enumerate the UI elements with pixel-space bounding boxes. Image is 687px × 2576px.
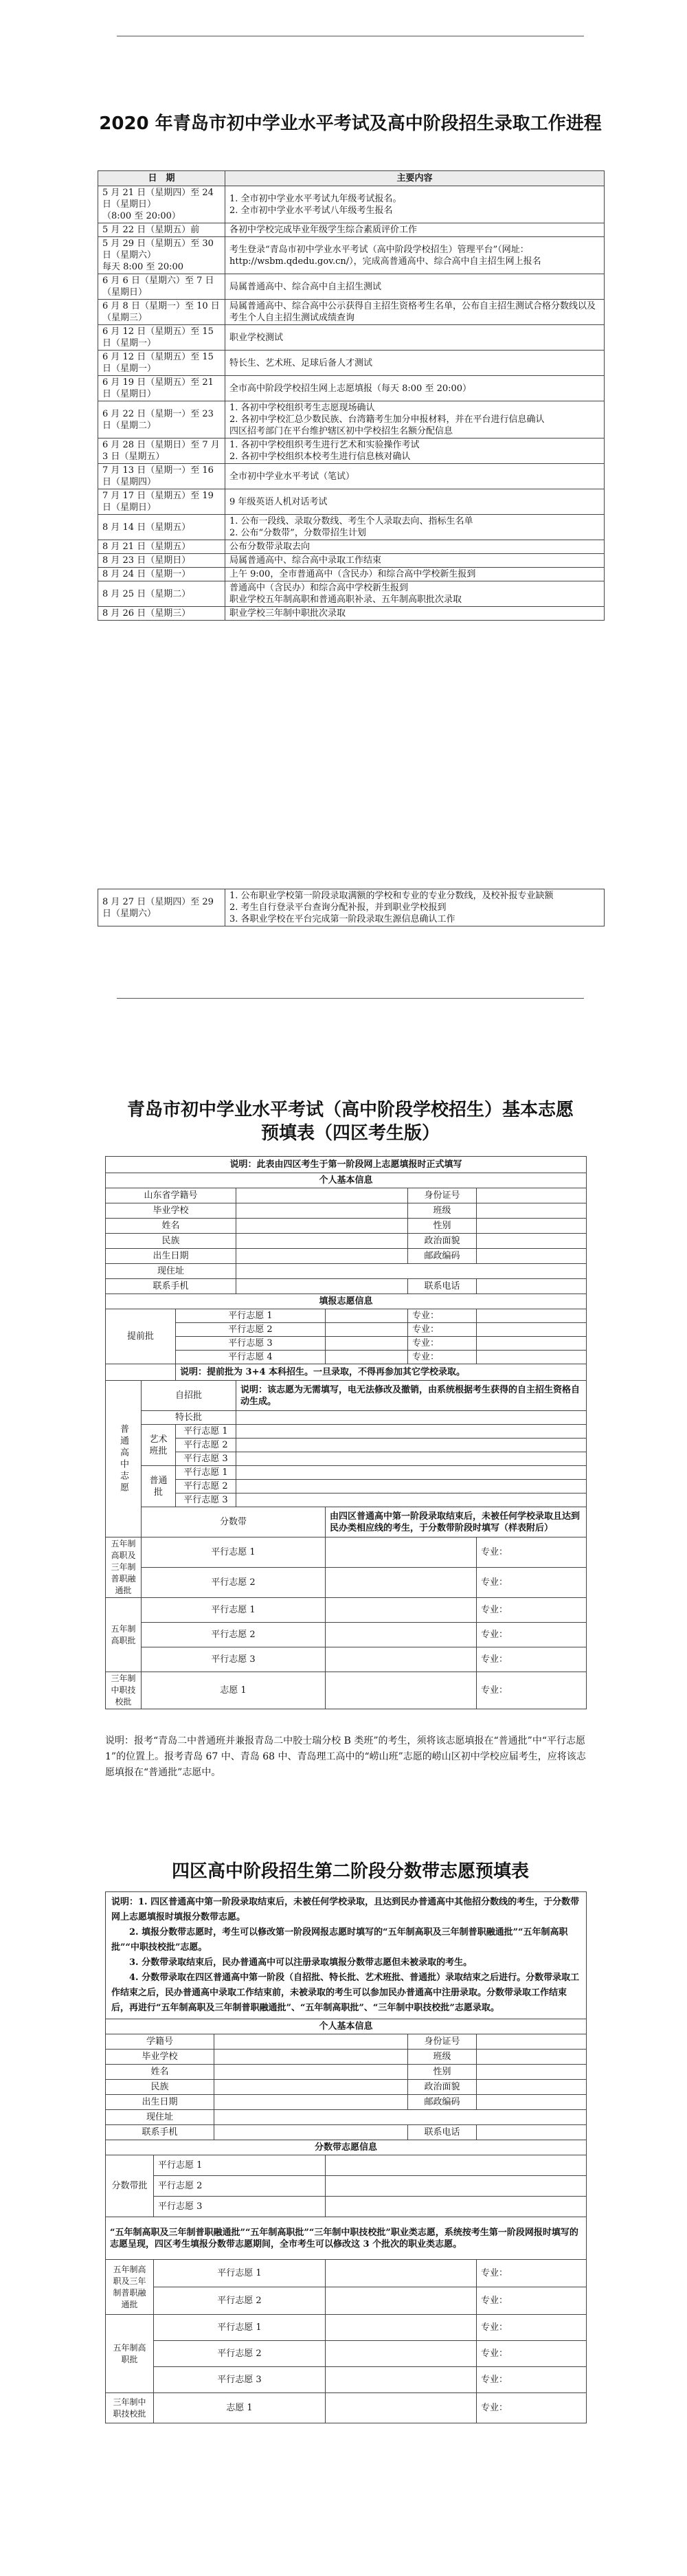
schedule-date	[98, 607, 225, 621]
schedule-row	[98, 554, 605, 568]
form2-section-band: 分数带志愿信息	[106, 2140, 587, 2155]
major-label: 专业：	[477, 2287, 587, 2315]
schedule-date-line: 8 月 27 日（星期四）至 29 日（星期六）	[102, 896, 214, 919]
schedule-item: 1. 全市初中学业水平考试九年级考试报名。	[229, 193, 402, 204]
form1-table	[105, 1156, 587, 1709]
general-high-label: 普通高中志愿	[106, 1381, 142, 1537]
schedule-item: 特长生、艺术班、足球后备人才测试	[229, 357, 373, 368]
schedule-row	[98, 274, 605, 300]
schedule-date-line: 6 月 8 日（星期一）至 10 日（星期三）	[102, 301, 220, 323]
form2-mid-note: “五年制高职及三年制普职融通批”“五年制高职批”“三年制中职技校批”职业类志愿，系统按考生第一阶段网报时填写的志愿呈现，四区考生填报分数带志愿期间，全市考生可以修改这 3 个批次的职业类志愿。	[106, 2217, 587, 2260]
schedule-date-line: 7 月 17 日（星期五）至 19 日（星期日）	[102, 491, 214, 513]
label-class: 班级	[408, 2050, 477, 2065]
major-label: 专业：	[477, 2315, 587, 2341]
schedule-date-line: 6 月 22 日（星期一）至 23 日（星期二）	[102, 408, 214, 431]
politics-field[interactable]	[477, 2080, 587, 2095]
schedule-date	[98, 515, 225, 540]
schedule-date	[98, 325, 225, 351]
label-postcode: 邮政编码	[408, 2095, 477, 2110]
schedule-date-line: 7 月 13 日（星期一）至 16 日（星期四）	[102, 465, 214, 487]
five-vocational-label: 五年制高职批	[106, 2315, 154, 2393]
putong-choice-1-field[interactable]	[236, 1466, 587, 1480]
major-label: 专业：	[408, 1309, 477, 1323]
major-label: 专业：	[477, 1647, 587, 1672]
five-choice-2-field[interactable]	[326, 1568, 477, 1598]
schedule-row	[98, 376, 605, 401]
tm-choice-1: 志愿 1	[142, 1672, 326, 1709]
schedule-item: 2. 公布“分数带”，分数带招生计划	[229, 528, 366, 538]
schedule-date-line: 8 月 21 日（星期五）	[102, 542, 191, 552]
schedule-date-line: 5 月 21 日（星期四）至 24 日（星期日）	[102, 188, 214, 210]
birth-field[interactable]	[236, 1249, 408, 1264]
major-label: 专业：	[408, 1351, 477, 1364]
schedule-item: 局属普通高中、综合高中公示获得自主招生资格考生名单，公布自主招生测试合格分数线以及考生个人自主招生测试成绩查询	[229, 301, 596, 323]
band-choice-2: 平行志愿 2	[154, 2176, 326, 2197]
schedule-date-line: 8 月 14 日（星期五）	[102, 522, 191, 533]
fv-choice-2-field[interactable]	[326, 2341, 477, 2367]
label-student-id: 山东省学籍号	[106, 1188, 236, 1203]
schedule-row	[98, 540, 605, 554]
schedule-item: 职业学校三年制中职批次录取	[229, 608, 346, 619]
schedule-extra-table	[98, 889, 605, 926]
major-label: 专业：	[408, 1323, 477, 1337]
label-gender: 性别	[408, 2065, 477, 2080]
schedule-title: 2020 年青岛市初中学业水平考试及高中阶段招生录取工作进程	[99, 113, 602, 134]
student-id-field[interactable]	[214, 2034, 408, 2050]
politics-field[interactable]	[477, 1234, 587, 1249]
advance-note-spacer	[106, 1364, 176, 1381]
ethnicity-field[interactable]	[214, 2080, 408, 2095]
advance-choice-2-field[interactable]	[326, 1323, 408, 1337]
form2-note-box	[106, 1892, 587, 2019]
student-id-field[interactable]	[236, 1188, 408, 1203]
schedule-date-line: 8 月 25 日（星期二）	[102, 588, 191, 599]
postcode-field[interactable]	[477, 2095, 587, 2110]
schedule-item: 2. 各初中学校汇总少数民族、台湾籍考生加分申报材料，并在平台进行信息确认	[229, 414, 545, 425]
tm-choice-1: 志愿 1	[154, 2393, 326, 2423]
five-vocational-label: 五年制高职批	[106, 1598, 142, 1672]
putong-choice-3: 平行志愿 3	[176, 1494, 236, 1507]
schedule-date-line: 6 月 19 日（星期五）至 21 日（星期日）	[102, 377, 214, 399]
schedule-item: 3. 各职业学校在平台完成第一阶段录取生源信息确认工作	[229, 914, 455, 924]
label-school: 毕业学校	[106, 2050, 214, 2065]
schedule-item: 1. 各初中学校组织考生进行艺术和实验操作考试	[229, 440, 420, 450]
schedule-date-line: 8 月 24 日（星期一）	[102, 569, 191, 579]
schedule-date-line: 6 月 28 日（星期日）至 7 月 3 日（星期五）	[102, 440, 220, 462]
art-batch-label: 艺术班批	[142, 1425, 176, 1466]
putong-batch-label: 普通批	[142, 1466, 176, 1507]
schedule-content	[225, 186, 605, 223]
band-choice-3-field[interactable]	[326, 2197, 587, 2217]
label-postcode: 邮政编码	[408, 1249, 477, 1264]
gender-field[interactable]	[477, 1219, 587, 1234]
five-choice-2: 平行志愿 2	[142, 1568, 326, 1598]
art-choice-2: 平行志愿 2	[176, 1439, 236, 1452]
label-id-card: 身份证号	[408, 2034, 477, 2050]
schedule-date-line: 8 月 23 日（星期日）	[102, 555, 191, 566]
schedule-row	[98, 237, 605, 274]
schedule-row	[98, 186, 605, 223]
schedule-date	[98, 300, 225, 325]
schedule-content	[225, 554, 605, 568]
three-mid-label: 三年制中职技校批	[106, 1672, 142, 1709]
gender-field[interactable]	[477, 2065, 587, 2080]
advance-note: 说明：提前批为 3+4 本科招生。一旦录取，不得再参加其它学校录取。	[176, 1364, 587, 1381]
five-choice-1: 平行志愿 1	[142, 1537, 326, 1568]
major-label: 专业：	[477, 2341, 587, 2367]
schedule-row	[98, 581, 605, 607]
schedule-row	[98, 325, 605, 351]
putong-choice-2-field[interactable]	[236, 1480, 587, 1494]
schedule-content	[225, 489, 605, 515]
schedule-content	[225, 581, 605, 607]
label-tel: 联系电话	[408, 1279, 477, 1294]
schedule-content	[225, 889, 605, 926]
schedule-date-line: 6 月 12 日（星期五）至 15 日（星期一）	[102, 352, 214, 374]
advance-choice-1: 平行志愿 1	[176, 1309, 326, 1323]
schedule-row	[98, 300, 605, 325]
schedule-date-line: （8:00 至 20:00）	[102, 211, 181, 221]
advance-choice-3: 平行志愿 3	[176, 1337, 326, 1351]
major-label: 专业：	[408, 1337, 477, 1351]
id-card-field[interactable]	[477, 1188, 587, 1203]
major-label: 专业：	[477, 2393, 587, 2423]
schedule-date	[98, 223, 225, 237]
schedule-row	[98, 401, 605, 438]
schedule-date	[98, 581, 225, 607]
form1-section-volunteer: 填报志愿信息	[106, 1294, 587, 1309]
schedule-row	[98, 464, 605, 489]
header-date: 日 期	[98, 171, 225, 186]
schedule-content	[225, 540, 605, 554]
major-label: 专业：	[477, 1537, 587, 1568]
schedule-date-line: 5 月 29 日（星期五）至 30 日（星期六）	[102, 238, 214, 260]
major-label: 专业：	[477, 1598, 587, 1623]
label-id-card: 身份证号	[408, 1188, 477, 1203]
schedule-content	[225, 274, 605, 300]
band-label: 分数带	[142, 1507, 326, 1537]
label-name: 姓名	[106, 1219, 236, 1234]
schedule-date	[98, 554, 225, 568]
fv-choice-1: 平行志愿 1	[142, 1598, 326, 1623]
label-address: 现住址	[106, 1264, 236, 1279]
form2-note-3: 3. 分数带录取结束后，民办普通高中可以注册录取填报分数带志愿但未被录取的考生。	[129, 1957, 473, 1968]
id-card-field[interactable]	[477, 2034, 587, 2050]
label-address: 现住址	[106, 2110, 214, 2125]
advance-major-1-field[interactable]	[477, 1309, 587, 1323]
schedule-date-line: 6 月 6 日（星期六）至 7 日（星期日）	[102, 276, 214, 298]
five-choice-2-field[interactable]	[326, 2287, 477, 2315]
schedule-content	[225, 237, 605, 274]
schedule-row	[98, 351, 605, 376]
label-tel: 联系电话	[408, 2125, 477, 2140]
schedule-date	[98, 464, 225, 489]
schedule-row	[98, 889, 605, 926]
zizhu-batch-label: 自招批	[142, 1381, 236, 1411]
major-label: 专业：	[477, 1623, 587, 1647]
band-choice-2-field[interactable]	[326, 2176, 587, 2197]
schedule-content	[225, 568, 605, 581]
school-field[interactable]	[236, 1203, 408, 1219]
schedule-content	[225, 325, 605, 351]
fv-choice-3-field[interactable]	[326, 1647, 477, 1672]
address-field[interactable]	[236, 1264, 587, 1279]
form1-title-line2: 预填表（四区考生版）	[260, 1123, 440, 1144]
schedule-date	[98, 401, 225, 438]
techang-field[interactable]	[236, 1411, 587, 1425]
schedule-date-line: 6 月 12 日（星期五）至 15 日（星期一）	[102, 326, 214, 348]
label-school: 毕业学校	[106, 1203, 236, 1219]
label-ethnicity: 民族	[106, 1234, 236, 1249]
schedule-item: 职业学校测试	[229, 332, 284, 343]
major-label: 专业：	[477, 1672, 587, 1709]
label-birth: 出生日期	[106, 1249, 236, 1264]
schedule-date	[98, 438, 225, 464]
zizhu-note: 说明：该志愿为无需填写，电无法修改及撤销，由系统根据考生获得的自主招生资格自动生成。	[236, 1381, 587, 1411]
art-choice-1: 平行志愿 1	[176, 1425, 236, 1439]
divider-rule	[117, 998, 584, 999]
schedule-content	[225, 351, 605, 376]
form1-section-personal: 个人基本信息	[106, 1173, 587, 1188]
five-high-label: 五年制高职及三年制普职融通批	[106, 2260, 154, 2315]
five-choice-2: 平行志愿 2	[154, 2287, 326, 2315]
schedule-content	[225, 515, 605, 540]
fv-choice-1: 平行志愿 1	[154, 2315, 326, 2341]
address-field[interactable]	[214, 2110, 587, 2125]
label-student-id: 学籍号	[106, 2034, 214, 2050]
advance-choice-4: 平行志愿 4	[176, 1351, 326, 1364]
postcode-field[interactable]	[477, 1249, 587, 1264]
schedule-item: 职业学校五年制高职和普通高职补录、五年制高职批次录取	[229, 595, 462, 605]
advance-batch-label: 提前批	[106, 1309, 176, 1364]
five-choice-1-field[interactable]	[326, 2260, 477, 2287]
form2-note-1: 说明：1. 四区普通高中第一阶段录取结束后，未被任何学校录取，且达到民办普通高中其他招分数线的考生，于分数带网上志愿填报时填报分数带志愿。	[111, 1897, 580, 1922]
header-content: 主要内容	[225, 171, 605, 186]
label-name: 姓名	[106, 2065, 214, 2080]
mobile-field[interactable]	[236, 1279, 408, 1294]
schedule-item: 局属普通高中、综合高中录取工作结束	[229, 555, 382, 566]
school-field[interactable]	[214, 2050, 408, 2065]
putong-choice-2: 平行志愿 2	[176, 1480, 236, 1494]
major-label: 专业：	[477, 2260, 587, 2287]
tel-field[interactable]	[477, 2125, 587, 2140]
tm-choice-1-field[interactable]	[326, 2393, 477, 2423]
tm-choice-1-field[interactable]	[326, 1672, 477, 1709]
schedule-item: 普通高中（含民办）和综合高中学校新生报到	[229, 583, 409, 593]
tel-field[interactable]	[477, 1279, 587, 1294]
schedule-content	[225, 464, 605, 489]
schedule-item: 考生登录“青岛市初中学业水平考试（高中阶段学校招生）管理平台”（网址：http://wsbm.qdedu.gov.cn/），完成高普通高中、综合高中自主招生网上报名	[229, 244, 541, 267]
fv-choice-3-field[interactable]	[326, 2367, 477, 2393]
schedule-content	[225, 607, 605, 621]
schedule-date	[98, 540, 225, 554]
putong-choice-3-field[interactable]	[236, 1494, 587, 1507]
schedule-item: 2. 全市初中学业水平考试八年级考生报名	[229, 205, 393, 216]
advance-choice-4-field[interactable]	[326, 1351, 408, 1364]
major-label: 专业：	[477, 2367, 587, 2393]
form1-note: 说明：此表由四区考生于第一阶段网上志愿填报时正式填写	[106, 1157, 587, 1173]
schedule-item: 上午 9:00，全市普通高中（含民办）和综合高中学校新生报到	[229, 569, 476, 579]
label-mobile: 联系手机	[106, 2125, 214, 2140]
advance-choice-3-field[interactable]	[326, 1337, 408, 1351]
label-politics: 政治面貌	[408, 1234, 477, 1249]
schedule-item: 四区招考部门在平台维护辖区初中学校招生名额分配信息	[229, 426, 453, 436]
art-choice-3-field[interactable]	[236, 1452, 587, 1466]
schedule-date-line: 每天 8:00 至 20:00	[102, 262, 184, 272]
schedule-row	[98, 489, 605, 515]
five-choice-1: 平行志愿 1	[154, 2260, 326, 2287]
putong-choice-1: 平行志愿 1	[176, 1466, 236, 1480]
label-birth: 出生日期	[106, 2095, 214, 2110]
schedule-row	[98, 223, 605, 237]
schedule-item: 1. 公布一段线、录取分数线、考生个人录取去向、指标生名单	[229, 516, 473, 526]
ethnicity-field[interactable]	[236, 1234, 408, 1249]
form2-note-2: 2. 填报分数带志愿时，考生可以修改第一阶段网报志愿时填写的“五年制高职及三年制普职融通批”“五年制高职批”“中职技校批”志愿。	[111, 1927, 568, 1953]
schedule-item: 全市初中学业水平考试（笔试）	[229, 471, 355, 482]
fv-choice-3: 平行志愿 3	[142, 1647, 326, 1672]
schedule-item: 各初中学校完成毕业年级学生综合素质评价工作	[229, 225, 418, 235]
mobile-field[interactable]	[214, 2125, 408, 2140]
name-field[interactable]	[236, 1219, 408, 1234]
schedule-date	[98, 351, 225, 376]
form2-table	[105, 1891, 587, 2423]
form2-title: 四区高中阶段招生第二阶段分数带志愿预填表	[171, 1861, 529, 1882]
art-choice-1-field[interactable]	[236, 1425, 587, 1439]
schedule-item: 9 年级英语人机对话考试	[229, 496, 328, 507]
schedule-item: 全市高中阶段学校招生网上志愿填报（每天 8:00 至 20:00）	[229, 383, 472, 394]
schedule-date	[98, 237, 225, 274]
fv-choice-1-field[interactable]	[326, 1598, 477, 1623]
label-class: 班级	[408, 1203, 477, 1219]
form1-bottom-note: 说明：报考“青岛二中普通班并兼报青岛二中胶士瑞分校 B 类班”的考生，须将该志愿填报在“普通批”中“平行志愿 1”的位置上。报考青岛 67 中、青岛 68 中、青岛理工高中的“崂山班”志愿的崂山区初中学校应届考生，应将该志愿填报在“普通批”志愿中。	[105, 1735, 586, 1778]
schedule-row	[98, 568, 605, 581]
name-field[interactable]	[214, 2065, 408, 2080]
schedule-item: 2. 考生自行登录平台查询分配补报，并到职业学校报到	[229, 902, 447, 913]
form2-section-personal: 个人基本信息	[106, 2019, 587, 2034]
label-politics: 政治面貌	[408, 2080, 477, 2095]
techang-batch-label: 特长批	[142, 1411, 236, 1425]
schedule-table	[98, 170, 605, 621]
schedule-content	[225, 300, 605, 325]
class-field[interactable]	[477, 1203, 587, 1219]
fv-choice-3: 平行志愿 3	[154, 2367, 326, 2393]
art-choice-3: 平行志愿 3	[176, 1452, 236, 1466]
label-gender: 性别	[408, 1219, 477, 1234]
form1-title-line1: 青岛市初中学业水平考试（高中阶段学校招生）基本志愿	[126, 1100, 574, 1120]
schedule-content	[225, 223, 605, 237]
schedule-date	[98, 186, 225, 223]
class-field[interactable]	[477, 2050, 587, 2065]
art-choice-2-field[interactable]	[236, 1439, 587, 1452]
advance-choice-1-field[interactable]	[326, 1309, 408, 1323]
schedule-content	[225, 376, 605, 401]
band-choice-1: 平行志愿 1	[154, 2155, 326, 2176]
label-mobile: 联系手机	[106, 1279, 236, 1294]
schedule-date-line: 8 月 26 日（星期三）	[102, 608, 191, 619]
schedule-content	[225, 401, 605, 438]
five-high-label: 五年制高职及三年制普职融通批	[106, 1537, 142, 1598]
schedule-item: 局属普通高中、综合高中自主招生测试	[229, 281, 382, 292]
band-choice-3: 平行志愿 3	[154, 2197, 326, 2217]
five-choice-1-field[interactable]	[326, 1537, 477, 1568]
major-label: 专业：	[477, 1568, 587, 1598]
schedule-item: 公布分数带录取去向	[229, 542, 311, 552]
advance-major-3-field[interactable]	[477, 1337, 587, 1351]
band-note: 由四区普通高中第一阶段录取结束后，未被任何学校录取且达到民办类相应线的考生，于分数带阶段时填写（样表附后）	[326, 1507, 587, 1537]
label-ethnicity: 民族	[106, 2080, 214, 2095]
schedule-date	[98, 568, 225, 581]
birth-field[interactable]	[214, 2095, 408, 2110]
schedule-date-line: 5 月 22 日（星期五）前	[102, 225, 200, 235]
schedule-item: 1. 公布职业学校第一阶段录取满额的学校和专业的专业分数线，及校补报专业缺额	[229, 891, 554, 901]
schedule-content	[225, 438, 605, 464]
three-mid-label: 三年制中职技校批	[106, 2393, 154, 2423]
schedule-row	[98, 515, 605, 540]
band-choice-1-field[interactable]	[326, 2155, 587, 2176]
schedule-date	[98, 274, 225, 300]
schedule-row	[98, 607, 605, 621]
schedule-item: 1. 各初中学校组织考生志愿现场确认	[229, 403, 375, 413]
advance-choice-2: 平行志愿 2	[176, 1323, 326, 1337]
schedule-item: 2. 各初中学校组织本校考生进行信息核对确认	[229, 452, 411, 462]
schedule-date	[98, 889, 225, 926]
fv-choice-2-field[interactable]	[326, 1623, 477, 1647]
fv-choice-2: 平行志愿 2	[142, 1623, 326, 1647]
schedule-date	[98, 489, 225, 515]
schedule-row	[98, 438, 605, 464]
fv-choice-1-field[interactable]	[326, 2315, 477, 2341]
schedule-date	[98, 376, 225, 401]
advance-major-4-field[interactable]	[477, 1351, 587, 1364]
band-batch-label: 分数带批	[106, 2155, 154, 2217]
form2-note-4: 4. 分数带录取在四区普通高中第一阶段（自招批、特长批、艺术班批、普通批）录取结束之后进行。分数带录取工作结束之后，民办普通高中录取工作结束前，未被录取的考生可以参加民办普通高中注册录取。分数带录取工作结束后，再进行“五年制高职及三年制普职融通批”、“五年制高职批”、“三年制中职技校批”志愿录取。	[111, 1973, 580, 2013]
fv-choice-2: 平行志愿 2	[154, 2341, 326, 2367]
advance-major-2-field[interactable]	[477, 1323, 587, 1337]
